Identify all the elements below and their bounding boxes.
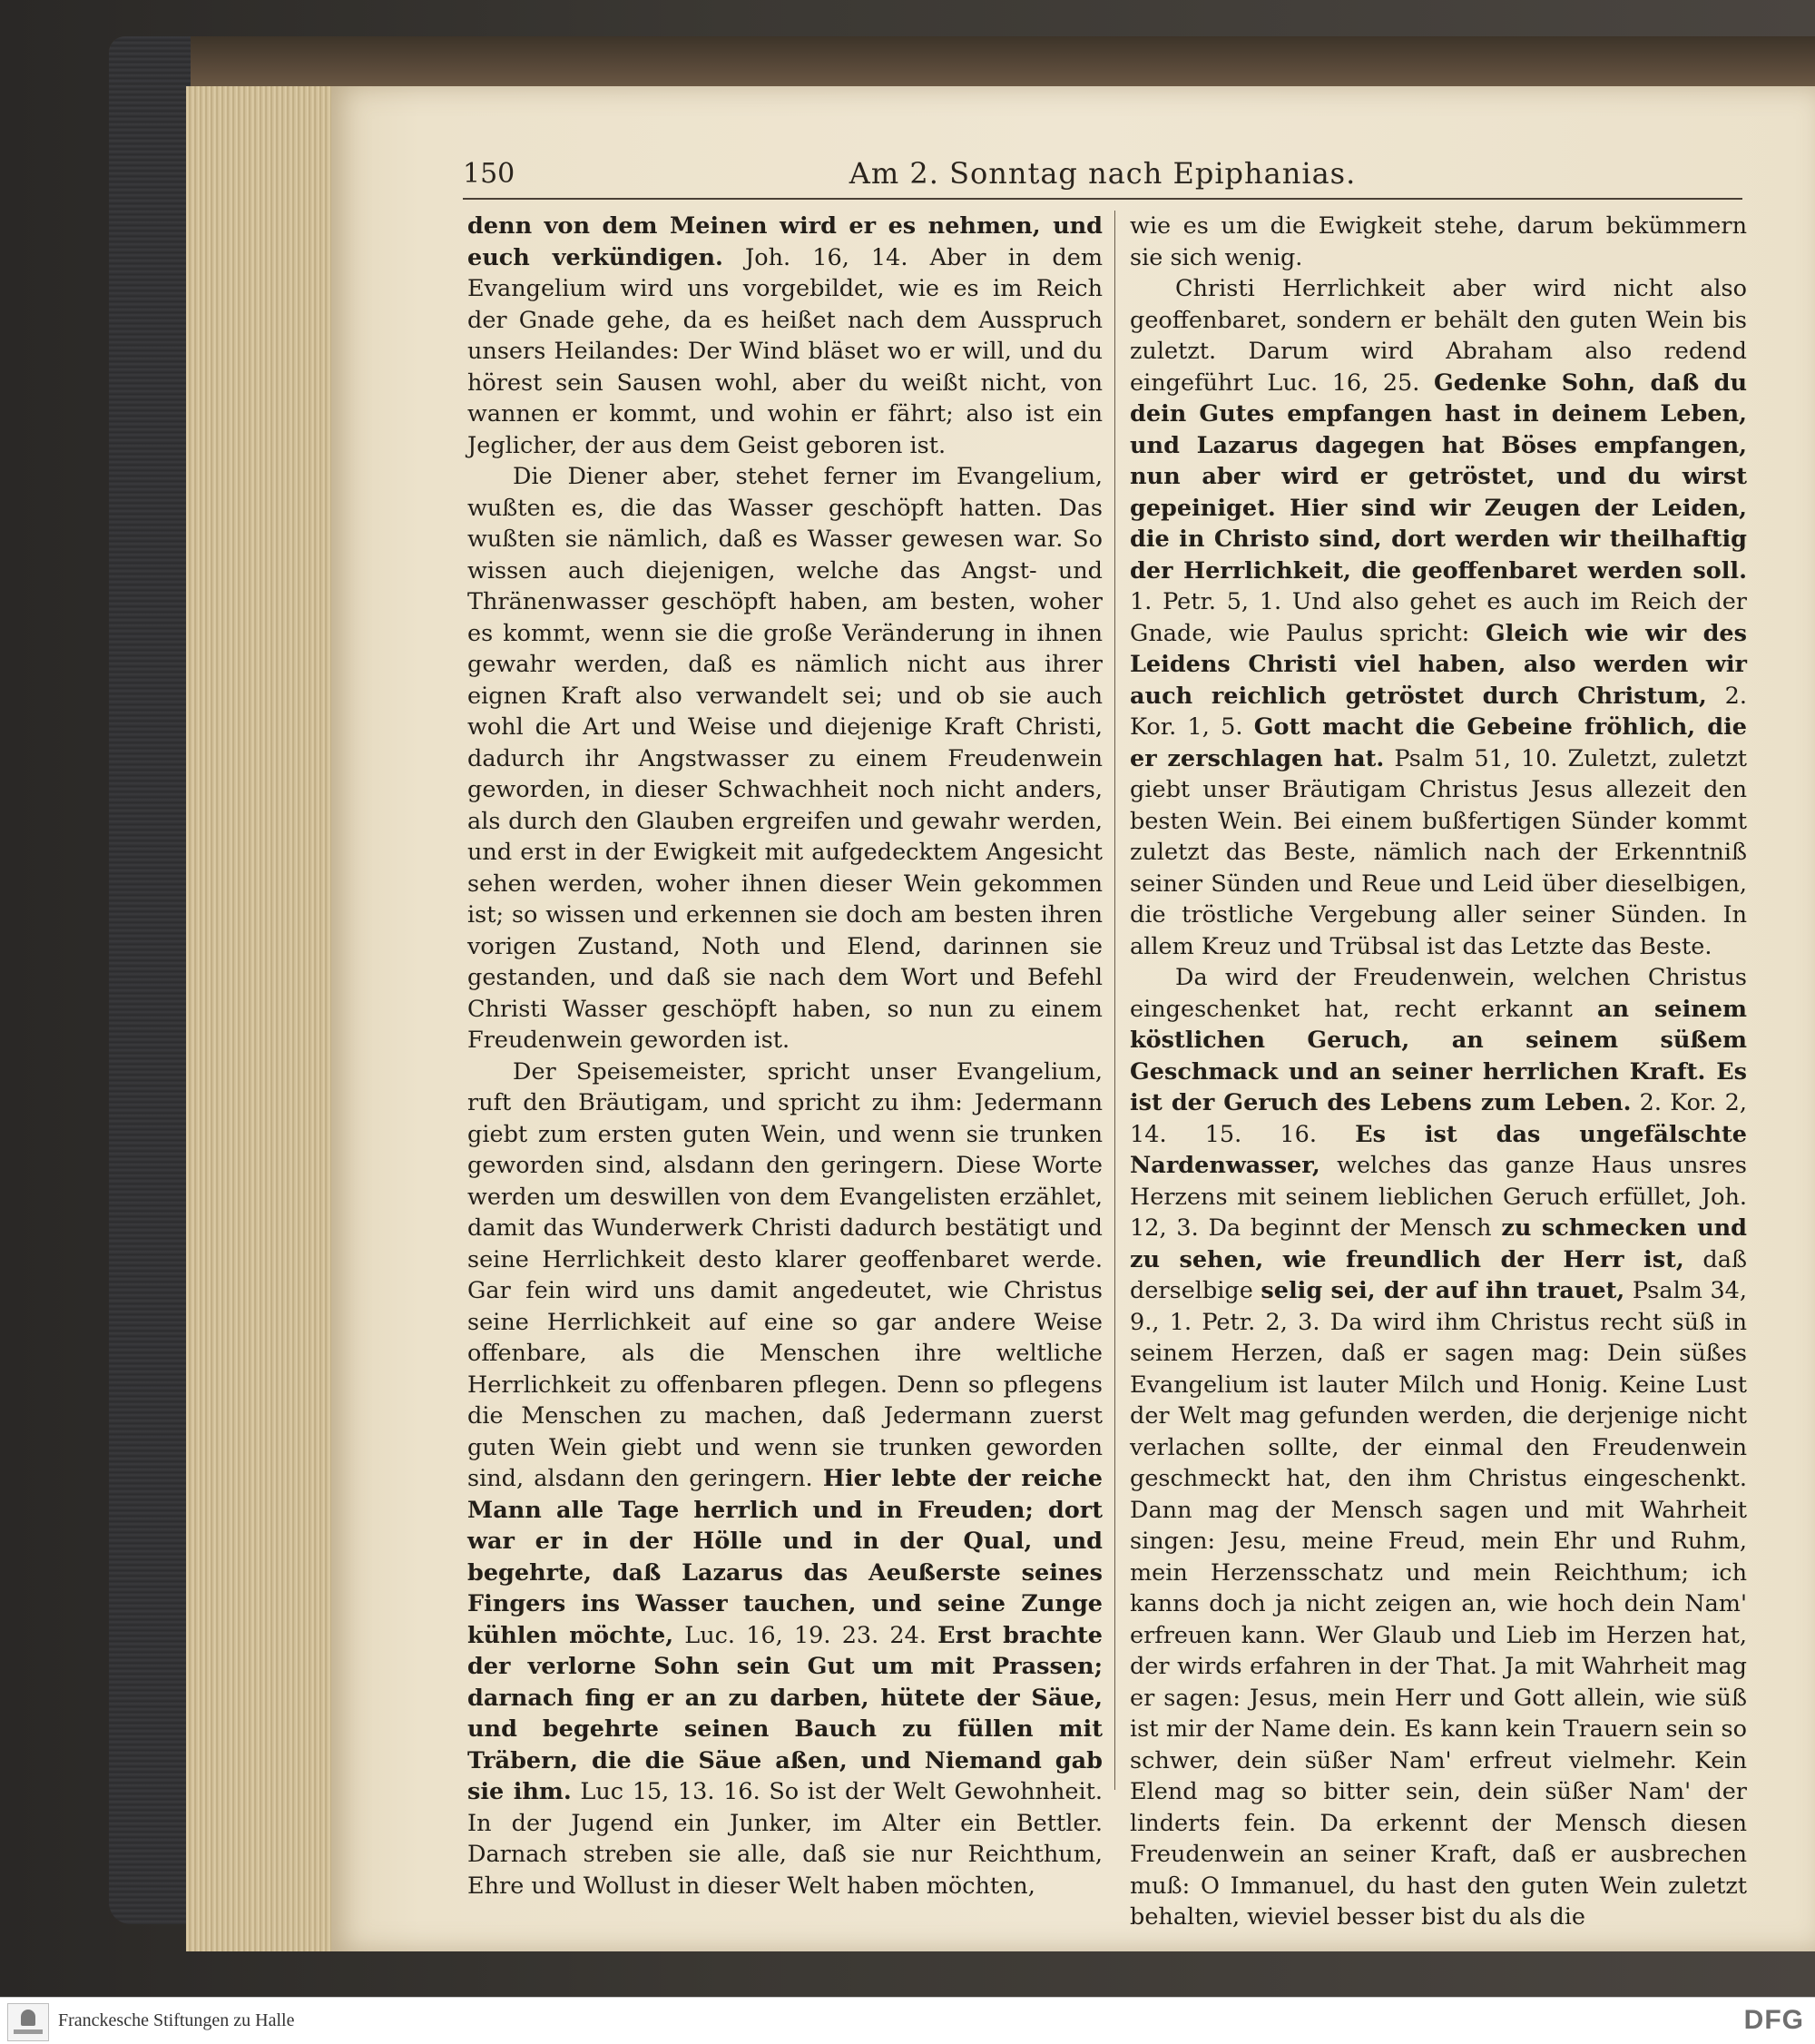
- book-cover-top: [109, 36, 1815, 91]
- paragraph: [1130, 273, 1747, 962]
- body-text: Luc 15, 13. 16. So ist der Welt Gewohnheit. In der Jugend ein Junker, im Alter ein Bettler. Darnach streben sie alle, daß sie nur Reichthum, Ehre und Wollust in dieser Welt haben möchten,: [467, 1778, 1103, 1900]
- bold-text: Hier lebte der reiche Mann alle Tage herrlich und in Freuden; dort war er in der Hölle und in der Qual, und begehrte, daß Lazarus das Aeußerste seines Fingers ins Wasser tauchen, und seine Zunge kühlen möchte,: [467, 1465, 1103, 1649]
- body-text: Psalm 34, 9., 1. Petr. 2, 3. Da wird ihm Christus recht süß in seinem Herzen, daß er sagen mag: Dein süßes Evangelium ist lauter Milch und Honig. Keine Lust der Welt mag gefunden werden, die derjenige nicht verlachen sollte, der einmal den Freudenwein geschmeckt hat, den ihm Christus eingeschenkt. Dann mag der Mensch sagen und mit Wahrheit singen: Jesu, meine Freud, mein Ehr und Ruhm, mein Herzensschatz und mein Reichthum; ich kanns doch ja nicht zeigen an, wie hoch dein Nam' erfreuen kann. Wer Glaub und Lieb im Herzen hat, der wirds erfahren in der That. Ja mit Wahrheit mag er sagen: Jesus, mein Herr und Gott allein, wie süß ist mir der Name dein. Es kann kein Trauern sein so schwer, dein süßer Nam' erfreut vielmehr. Kein Elend mag so bitter sein, dein süßer Nam' der linderts fein. Da erkennt der Mensch diesen Freudenwein an seiner Kraft, daß er ausbrechen muß: O Immanuel, du hast den guten Wein zuletzt behalten, wieviel besser bist du als die: [1130, 1277, 1747, 1931]
- body-text: Der Speisemeister, spricht unser Evangelium, ruft den Bräutigam, und spricht zu ihm: Jedermann giebt zum ersten guten Wein, und wenn sie trunken geworden sind, alsdann den geringern. Diese Worte werden um deswillen von dem Evangelisten erzählet, damit das Wunderwerk Christi dadurch bestätigt und seine Herrlichkeit desto klarer geoffenbaret werde. Gar fein wird uns damit angedeutet, wie Christus seine Herrlichkeit auf eine so gar andere Weise offenbare, als die Menschen ihre weltliche Herrlichkeit zu offenbaren pflegen. Denn so pflegens die Menschen zu machen, daß Jedermann zuerst guten Wein giebt und wenn sie trunken geworden sind, alsdann den geringern.: [467, 1057, 1103, 1492]
- bold-text: selig sei, der auf ihn trauet,: [1261, 1277, 1625, 1304]
- page-number: 150: [463, 158, 515, 190]
- body-text: daß derselbige: [1130, 1245, 1747, 1304]
- body-text: Psalm 51, 10. Zuletzt, zuletzt giebt unser Bräutigam Christus Jesus allezeit den besten Wein. Bei einem bußfertigen Sünder kommt zuletzt das Beste, nämlich nach der Erkenntniß seiner Sünden und Reue und Leid über dieselbigen, die tröstliche Vergebung aller seiner Sünden. In allem Kreuz und Trübsal ist das Letzte das Beste.: [1130, 744, 1747, 960]
- bold-text: an seinem köstlichen Geruch, an seinem süßem Geschmack und an seiner herrlichen Kraft. Es ist der Geruch des Lebens zum Leben.: [1130, 995, 1748, 1116]
- paragraph: [1130, 962, 1747, 1933]
- body-text: Christi Herrlichkeit aber wird nicht also geoffenbaret, sondern er behält den guten Wein bis zuletzt. Darum wird Abraham also redend eingeführt Luc. 16, 25.: [1130, 275, 1747, 397]
- body-text: 2. Kor. 1, 5.: [1130, 682, 1747, 741]
- institution-logo-icon[interactable]: [7, 2003, 49, 2041]
- body-text: welches das ganze Haus unsres Herzens mit seinem lieblichen Geruch erfüllet, Joh. 12, 3. Da beginnt der Mensch: [1130, 1152, 1747, 1242]
- body-text: wie es um die Ewigkeit stehe, darum bekümmern sie sich wenig.: [1130, 212, 1747, 271]
- paragraph: [467, 461, 1103, 1056]
- running-title: Am 2. Sonntag nach Epiphanias.: [849, 156, 1357, 191]
- body-text: Da wird der Freudenwein, welchen Christus eingeschenket hat, recht erkannt: [1130, 964, 1747, 1023]
- bold-text: Gleich wie wir des Leidens Christi viel haben, also werden wir auch reichlich getröstet durch Christum,: [1130, 619, 1747, 710]
- paragraph: [467, 211, 1103, 461]
- dfg-logo[interactable]: DFG: [1743, 2005, 1804, 2035]
- body-text: Die Diener aber, stehet ferner im Evangelium, wußten es, die das Wasser geschöpft hatten. Das wußten sie nämlich, daß es Wasser gewesen war. So wissen auch diejenigen, welche das Angst- und Thränenwasser geschöpft haben, am besten, woher es kommt, wenn sie die große Veränderung in ihnen gewahr werden, daß es nämlich nicht aus ihrer eignen Kraft also verwandelt sei; und ob sie auch wohl die Art und Weise und diejenige Kraft Christi, dadurch ihr Angstwasser zu einem Freudenwein geworden, in dieser Schwachheit noch nicht anders, als durch den Glauben ergreifen und gewahr werden, und erst in der Ewigkeit mit aufgedecktem Angesicht sehen werden, woher ihnen dieser Wein gekommen ist; so wissen und erkennen sie doch am besten ihren vorigen Zustand, Noth und Elend, darinnen sie gestanden, und daß sie nach dem Wort und Befehl Christi Wasser geschöpft haben, so nun zu einem Freudenwein geworden ist.: [467, 463, 1103, 1054]
- institution-label[interactable]: Franckesche Stiftungen zu Halle: [58, 2010, 295, 2030]
- body-text: 1. Petr. 5, 1. Und also gehet es auch im Reich der Gnade, wie Paulus spricht:: [1130, 588, 1747, 647]
- body-text: 2. Kor. 2, 14. 15. 16.: [1130, 1089, 1747, 1148]
- bold-text: zu schmecken und zu sehen, wie freundlich der Herr ist,: [1130, 1214, 1748, 1273]
- bold-text: Gedenke Sohn, daß du dein Gutes empfangen hast in deinem Leben, und Lazarus dagegen hat Böses empfangen, nun aber wird er getröstet, und du wirst gepeiniget. Hier sind wir Zeugen der Leiden, die in Christo sind, dort werden wir theilhaftig der Herrlichkeit, die geoffenbaret werden soll.: [1130, 369, 1747, 585]
- page-header: [463, 152, 1742, 200]
- paragraph: [1130, 211, 1747, 273]
- bold-text: denn von dem Meinen wird er es nehmen, und euch verkündigen.: [467, 212, 1103, 271]
- bold-text: Erst brachte der verlorne Sohn sein Gut um mit Prassen; darnach fing er an zu darben, hütete der Säue, und begehrte seinen Bauch zu füllen mit Träbern, die die Säue aßen, und Niemand gab sie ihm.: [467, 1621, 1103, 1805]
- right-column: [1130, 211, 1747, 1933]
- bold-text: Gott macht die Gebeine fröhlich, die er zerschlagen hat.: [1130, 713, 1747, 772]
- viewer-footer: [0, 1997, 1815, 2044]
- paragraph: [467, 1056, 1103, 1902]
- column-divider: [1114, 211, 1115, 1790]
- body-text: Luc. 16, 19. 23. 24.: [673, 1621, 938, 1649]
- left-column: [467, 211, 1103, 1902]
- book-spine: [109, 36, 191, 1924]
- body-text: Joh. 16, 14. Aber in dem Evangelium wird uns vorgebildet, wie es im Reich der Gnade gehe, da es heißet nach dem Ausspruch unsers Heilandes: Der Wind bläset wo er will, und du hörest sein Sausen wohl, aber du weißt nicht, von wannen er kommt, und wohin er fährt; also ist ein Jeglicher, der aus dem Geist geboren ist.: [467, 243, 1104, 459]
- bold-text: Es ist das ungefälschte Nardenwasser,: [1130, 1120, 1747, 1179]
- page-edges: [186, 86, 333, 1951]
